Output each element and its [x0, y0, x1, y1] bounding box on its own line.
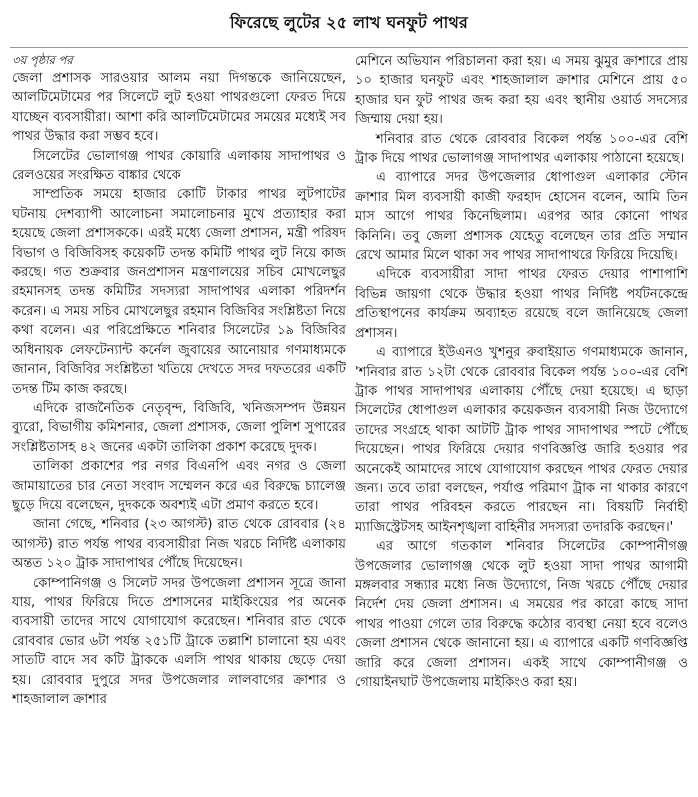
article-paragraph: সিলেটের ভোলাগঞ্জ পাথর কোয়ারি এলাকায় সাদাপাথর ও রেলওয়ের সংরক্ষিত বাঙ্কার থেকে	[12, 148, 346, 184]
article-paragraph: এদিকে ব্যবসায়ীরা সাদা পাথর ফেরত দেয়ার পাশাপাশি বিভিন্ন জায়গা থেকে উদ্ধার হওয়া পাথর নির্দিষ্ট পর্যটনকেন্দ্রে প্রতিস্থাপনের কার্যক্রম অব্যাহত রয়েছে বলে জানিয়েছে জেলা প্রশাসন।	[355, 267, 688, 341]
article-paragraph: মেশিনে অভিযান পরিচালনা করা হয়। এ সময় ঝুমুর ক্রাশারে প্রায় ১০ হাজার ঘনফুট এবং শাহজালাল ক্রাশার মেশিনে প্রায় ৫০ হাজার ঘন ফুট পাথর জব্দ করা হয় এবং স্থানীয় ওয়ার্ড সদস্যের জিম্মায় দেয়া হয়।	[355, 54, 688, 128]
article-paragraph: কোম্পানিগঞ্জ ও সিলেট সদর উপজেলা প্রশাসন সূত্রে জানা যায়, পাথর ফিরিয়ে দিতে প্রশাসনের মাইকিংয়ের পর অনেক ব্যবসায়ী তাদের সাথে যোগাযোগ করেছেন। শনিবার রাত থেকে রোববার ভোর ৬টা পর্যন্ত ২৫১টি ট্রাকে তল্লাশি চালানো হয় এবং সাতটি বাদে সব কটি ট্রাককে এলসি পাথর থাকায় ছেড়ে দেয়া হয়। রোববার দুপুরে সদর উপজেলার লালবাগের ক্রাশার ও শাহজালাল ক্রাশার	[12, 575, 346, 707]
article-column-right	[355, 52, 688, 794]
article-paragraph: জেলা প্রশাসক সারওয়ার আলম নয়া দিগন্তকে জানিয়েছেন, আলটিমেটামের পর সিলেটে লুট হওয়া পাথরগুলো ফেরত দিয়ে যাচ্ছেন ব্যবসায়ীরা। আশা করি আলটিমেটামের সময়ের মধ্যেই সব পাথর উদ্ধার করা সম্ভব হবে।	[12, 71, 346, 145]
article-paragraph: এদিকে রাজনৈতিক নেতৃবৃন্দ, বিজিবি, খনিজসম্পদ উন্নয়ন ব্যুরো, বিভাগীয় কমিশনার, জেলা প্রশাসক, জেলা পুলিশ সুপারের সংশ্লিষ্টতাসহ ৪২ জনের একটা তালিকা প্রকাশ করেছে দুদক।	[12, 400, 346, 455]
article-paragraph: সাম্প্রতিক সময়ে হাজার কোটি টাকার পাথর লুটপাটের ঘটনায় দেশব্যাপী আলোচনা সমালোচনার মুখে প্রত্যাহার করা হয়েছে জেলা প্রশাসককে। এরই মধ্যে জেলা প্রশাসন, মন্ত্রী পরিষদ বিভাগ ও বিজিবিসহ কয়েকটি তদন্ত কমিটি পাথর লুট নিয়ে কাজ করছে। গত শুক্রবার জনপ্রশাসন মন্ত্রণালয়ের সচিব মোখলেছুর রহমানসহ তদন্ত কমিটির সদস্যরা সাদাপাথর এলাকা পরিদর্শন করেন। এ সময় সচিব মোখলেছুর রহমান বিজিবির সংশ্লিষ্টতা নিয়ে কথা বলেন। এর পরিপ্রেক্ষিতে শনিবার সিলেটের ১৯ বিজিবির অধিনায়ক লেফটেন্যান্ট কর্নেল জুবায়ের আনোয়ার গণমাধ্যমকে জানান, বিজিবির সংশ্লিষ্টতা খতিয়ে দেখতে সদর দফতরের একটি তদন্ত টিম কাজ করছে।	[12, 187, 346, 397]
headline: ফিরেছে লুটের ২৫ লাখ ঘনফুট পাথর	[229, 13, 469, 32]
article-paragraph: শনিবার রাত থেকে রোববার বিকেল পর্যন্ত ১০০-এর বেশি ট্রাক দিয়ে পাথর ভোলাগঞ্জ সাদাপাথর এলাকায় পাঠানো হয়েছে।	[355, 131, 688, 167]
headline-divider	[10, 47, 688, 48]
article-paragraph: তালিকা প্রকাশের পর নগর বিএনপি এবং নগর ও জেলা জামায়াতের চার নেতা সংবাদ সম্মেলন করে এর বিরুদ্ধে চ্যালেঞ্জ ছুড়ে দিয়ে বলেছেন, দুদককে অবশ্যই এটা প্রমাণ করতে হবে।	[12, 459, 346, 513]
article-paragraph: এ ব্যাপারে ইউএনও খুশনুর রুবাইয়াত গণমাধ্যমকে জানান, 'শনিবার রাত ১২টা থেকে রোববার বিকেল পর্যন্ত ১০০-এর বেশি ট্রাক পাথর সাদাপাথর এলাকায় পৌঁছে দেয়া হয়েছে। এ ছাড়া সিলেটের ধোপাগুল এলাকার কয়েকজন ব্যবসায়ী নিজ উদ্যোগে তাদের সংগ্রহে থাকা আটটি ট্রাক পাথর সাদাপাথর স্পটে পৌঁছে দিয়েছেন। পাথর ফিরিয়ে দেয়ার গণবিজ্ঞপ্তি জারি হওয়ার পর অনেকেই আমাদের সাথে যোগাযোগ করছেন পাথর ফেরত দেয়ার জন্য। তবে তারা বলছেন, পর্যাপ্ত পরিমাণ ট্রাক না থাকার কারণে তারা পাথর পরিবহন করতে পারছেন না। বিষয়টি নির্বাহী ম্যাজিস্ট্রেটসহ আইনশৃঙ্খলা বাহিনীর সদস্যরা তদারকি করছেন।'	[355, 345, 688, 535]
article-paragraph: এর আগে গতকাল শনিবার সিলেটের কোম্পানীগঞ্জ উপজেলার ভোলাগঞ্জ থেকে লুট হওয়া সাদা পাথর আগামী মঙ্গলবার সন্ধ্যার মধ্যে নিজ উদ্যোগে, নিজ খরচে পৌঁছে দেয়ার নির্দেশ দেয় জেলা প্রশাসন। এ সময়ের পর কারো কাছে সাদা পাথর পাওয়া গেলে তার বিরুদ্ধে কঠোর ব্যবস্থা নেয়া হবে বলেও জেলা প্রশাসন থেকে জানানো হয়। এ ব্যাপারে একটি গণবিজ্ঞপ্তি জারি করে জেলা প্রশাসন। একই সাথে কোম্পানীগঞ্জ ও গোয়াইনঘাট উপজেলায় মাইকিংও করা হয়।	[355, 539, 688, 690]
article-paragraph: এ ব্যাপারে সদর উপজেলার ধোপাগুল এলাকার স্টোন ক্রাশার মিল ব্যবসায়ী কাজী ফরহাদ হোসেন বলেন, আমি তিন মাস আগে পাথর কিনেছিলাম। এরপর আর কোনো পাথর কিনিনি। তবু জেলা প্রশাসক যেহেতু বলেছেন তার প্রতি সম্মান রেখে আমার মিলে থাকা সব পাথর সাদাপাথরে ফিরিয়ে দিয়েছি।	[355, 170, 688, 264]
article-paragraph: জানা গেছে, শনিবার (২৩ আগস্ট) রাত থেকে রোববার (২৪ আগস্ট) রাত পর্যন্ত পাথর ব্যবসায়ীরা নিজ খরচে নির্দিষ্ট এলাকায় অন্তত ১২০ ট্রাক সাদাপাথর পৌঁছে দিয়েছেন।	[12, 517, 346, 572]
article-column-left	[12, 52, 346, 794]
continued-from-label: ৩য় পৃষ্ঠার পর	[12, 53, 73, 67]
